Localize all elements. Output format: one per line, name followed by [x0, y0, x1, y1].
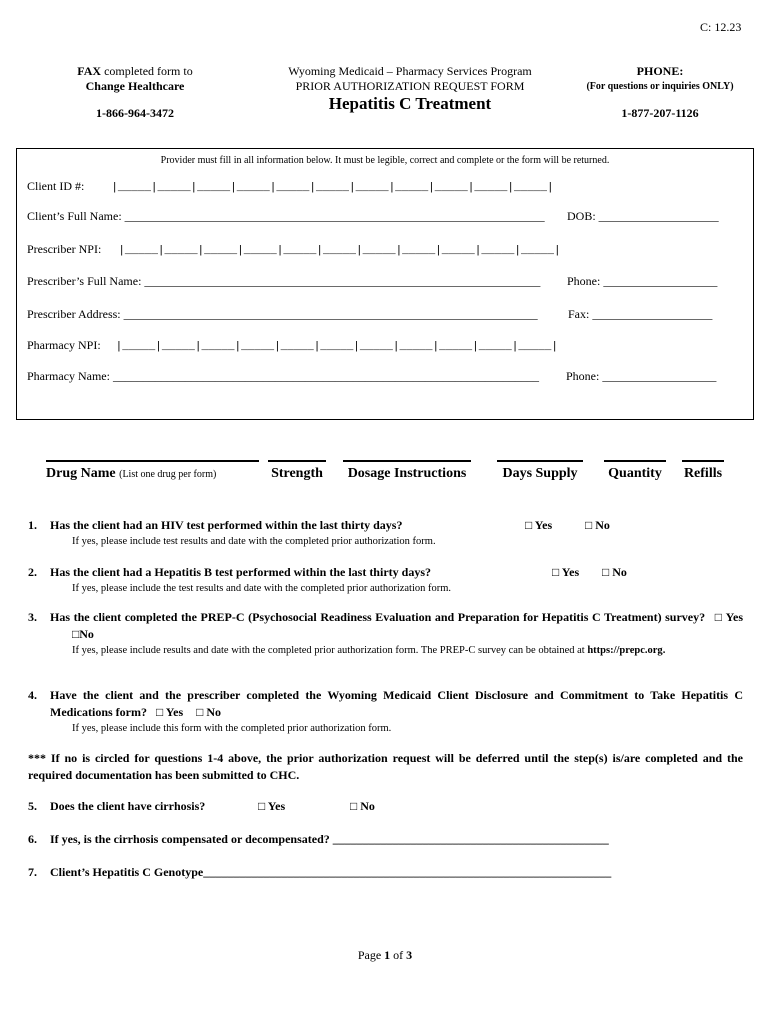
question-1 — [28, 517, 743, 549]
fax-label: FAX — [77, 64, 102, 78]
q1-note: If yes, please include test results and date with the completed prior authorization form. — [72, 536, 436, 547]
col-drug-name-label: Drug Name — [46, 466, 116, 481]
q2-number: 2. — [28, 565, 37, 579]
q4-note: If yes, please include this form with the completed prior authorization form. — [72, 723, 392, 734]
phone-note: (For questions or inquiries ONLY) — [586, 81, 734, 92]
col-refills-label: Refills — [683, 466, 723, 481]
prepc-link[interactable]: https://prepc.org — [587, 645, 663, 656]
col-days-supply[interactable] — [497, 460, 583, 482]
q5-no-checkbox[interactable]: □ No — [350, 799, 375, 813]
col-days-supply-label: Days Supply — [502, 466, 578, 481]
q6-field[interactable]: If yes, is the cirrhosis compensated or decompensated? ______________________________________________ — [50, 832, 609, 846]
prescriber-npi-row — [27, 242, 561, 257]
prescriber-phone-field[interactable]: Phone: ___________________ — [567, 274, 718, 288]
deferral-warning: *** If no is circled for questions 1-4 above, the prior authorization request will be deferred until the step(s) is/are completed and the required documentation has been submitted to CHC. — [28, 751, 743, 782]
col-quantity[interactable] — [604, 460, 666, 482]
pharmacy-npi-field[interactable]: |_____|_____|_____|_____|_____|_____|_____|_____|_____|_____|_____| — [115, 341, 558, 353]
phone-label: PHONE: — [636, 64, 684, 78]
q2-yes-checkbox[interactable]: □ Yes — [552, 565, 580, 579]
question-3 — [28, 609, 743, 658]
q2-text: Has the client had a Hepatitis B test performed within the last thirty days? — [50, 565, 431, 579]
q5-number: 5. — [28, 799, 37, 813]
q3-note: If yes, please include results and date with the completed prior authorization form. The PREP-C survey can be obtained at https://prepc.org. — [72, 645, 666, 656]
phone-number: 1-877-207-1126 — [621, 106, 699, 120]
fax-info — [55, 64, 215, 121]
form-name: PRIOR AUTHORIZATION REQUEST FORM — [295, 79, 525, 93]
col-drug-name[interactable] — [46, 460, 259, 482]
q5-yes-checkbox[interactable]: □ Yes — [258, 799, 286, 813]
col-strength[interactable] — [268, 460, 326, 482]
fax-number: 1-866-964-3472 — [96, 106, 174, 120]
q1-yes-checkbox[interactable]: □ Yes — [525, 518, 553, 532]
client-name-field[interactable]: Client’s Full Name: ______________________________________________________________________ — [27, 209, 545, 223]
question-2 — [28, 564, 743, 596]
q3-note-text: If yes, please include results and date with the completed prior authorization form. The PREP-C survey can be obtained at — [72, 645, 585, 656]
col-refills[interactable] — [682, 460, 724, 482]
q4-no-checkbox[interactable]: □ No — [196, 705, 222, 719]
pharmacy-npi-row — [27, 338, 558, 353]
fax-line1: completed form to — [101, 64, 193, 78]
client-id-label: Client ID #: — [27, 179, 85, 193]
program-name: Wyoming Medicaid – Pharmacy Services Program — [288, 64, 532, 78]
page-total: 3 — [406, 948, 413, 962]
pharmacy-npi-label: Pharmacy NPI: — [27, 338, 101, 352]
page-of: of — [390, 948, 407, 962]
q3-text: Has the client completed the PREP-C (Psychosocial Readiness Evaluation and Preparation for Hepatitis C Treatment) survey? — [50, 610, 706, 624]
question-4 — [28, 687, 743, 736]
q4-yes-checkbox[interactable]: □ Yes — [155, 705, 184, 719]
prescriber-npi-field[interactable]: |_____|_____|_____|_____|_____|_____|_____|_____|_____|_____|_____| — [118, 245, 561, 257]
prescriber-fax-field[interactable]: Fax: ____________________ — [568, 307, 713, 321]
fax-line2: Change Healthcare — [85, 79, 185, 93]
question-5 — [28, 798, 743, 815]
question-6 — [28, 831, 743, 848]
col-quantity-label: Quantity — [608, 466, 662, 481]
prescriber-npi-label: Prescriber NPI: — [27, 242, 102, 256]
client-id-row — [27, 179, 554, 194]
q3-no-checkbox[interactable]: □No — [72, 627, 94, 641]
q2-no-checkbox[interactable]: □ No — [602, 565, 627, 579]
col-dosage-label: Dosage Instructions — [347, 466, 467, 481]
pharmacy-phone-field[interactable]: Phone: ___________________ — [566, 369, 717, 383]
form-id: C: 12.23 — [700, 20, 742, 34]
q1-no-checkbox[interactable]: □ No — [585, 518, 610, 532]
pharmacy-name-field[interactable]: Pharmacy Name: _______________________________________________________________________ — [27, 369, 539, 383]
q7-field[interactable]: Client’s Hepatitis C Genotype____________________________________________________________________ — [50, 865, 612, 879]
provider-info-box — [16, 148, 754, 420]
q4-number: 4. — [28, 688, 37, 702]
question-7 — [28, 864, 743, 881]
provider-instruction: Provider must fill in all information below. It must be legible, correct and complete or the form will be returned. — [160, 155, 610, 166]
page-title: Hepatitis C Treatment — [328, 94, 492, 113]
q3-number: 3. — [28, 610, 37, 624]
col-dosage[interactable] — [343, 460, 471, 482]
q4-text: Have the client and the prescriber completed the Wyoming Medicaid Client Disclosure and Commitment to Take Hepatitis C Medications form? — [50, 688, 743, 719]
prescriber-address-field[interactable]: Prescriber Address: _____________________________________________________________________ — [27, 307, 538, 321]
dob-field[interactable]: DOB: ____________________ — [567, 209, 719, 223]
q6-number: 6. — [28, 832, 37, 846]
q3-yes-checkbox[interactable]: □ Yes — [714, 610, 744, 624]
form-header — [270, 64, 550, 111]
phone-info — [560, 64, 760, 121]
q7-number: 7. — [28, 865, 37, 879]
col-strength-label: Strength — [271, 466, 323, 481]
q2-note: If yes, please include the test results and date with the completed prior authorization form. — [72, 583, 452, 594]
col-drug-name-note: (List one drug per form) — [119, 469, 217, 480]
q1-number: 1. — [28, 518, 37, 532]
page-number — [0, 948, 770, 963]
q5-text: Does the client have cirrhosis? — [50, 799, 206, 813]
client-id-field[interactable]: |_____|_____|_____|_____|_____|_____|_____|_____|_____|_____|_____| — [111, 182, 554, 194]
page-prefix: Page — [357, 948, 385, 962]
page-current: 1 — [384, 948, 391, 962]
prescriber-name-field[interactable]: Prescriber’s Full Name: __________________________________________________________________ — [27, 274, 541, 288]
q1-text: Has the client had an HIV test performed within the last thirty days? — [50, 518, 403, 532]
